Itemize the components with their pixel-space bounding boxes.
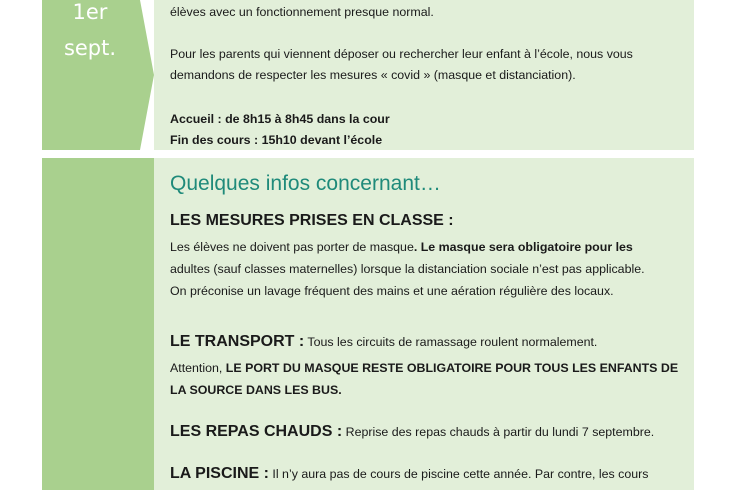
date-day: 1er	[72, 0, 108, 24]
transport-line-1: LE TRANSPORT : Tous les circuits de ramassage roulent normalement.	[170, 333, 598, 350]
repas-line: LES REPAS CHAUDS : Reprise des repas chauds à partir du lundi 7 septembre.	[170, 423, 655, 440]
mesures-line-2: adultes (sauf classes maternelles) lorsque la distanciation sociale n’est pas applicable.	[170, 262, 645, 276]
transport-line-2: Attention, LE PORT DU MASQUE RESTE OBLIGATOIRE POUR TOUS LES ENFANTS DE	[170, 361, 679, 375]
date-bar	[42, 0, 154, 150]
transport-title: LE TRANSPORT :	[170, 333, 305, 350]
mesures-title: LES MESURES PRISES EN CLASSE :	[170, 212, 454, 229]
mesures-line-1: Les élèves ne doivent pas porter de masque. Le masque sera obligatoire pour les	[170, 240, 633, 254]
piscine-line: LA PISCINE : Il n’y aura pas de cours de piscine cette année. Par contre, les cours	[170, 465, 649, 482]
mesures-line-3: On préconise un lavage fréquent des mains et une aération régulière des locaux.	[170, 284, 614, 298]
parents-text-1: Pour les parents qui viennent déposer ou rechercher leur enfant à l’école, nous vous	[170, 47, 633, 61]
repas-title: LES REPAS CHAUDS :	[170, 423, 343, 440]
accueil-hours: Accueil : de 8h15 à 8h45 dans la cour	[170, 112, 390, 126]
parents-text-2: demandons de respecter les mesures « covid » (masque et distanciation).	[170, 68, 576, 82]
transport-line-3: LA SOURCE DANS LES BUS.	[170, 383, 342, 397]
piscine-title: LA PISCINE :	[170, 465, 269, 482]
info-bar	[42, 158, 154, 490]
infos-heading: Quelques infos concernant…	[170, 172, 441, 195]
rentree-text: élèves avec un fonctionnement presque normal.	[170, 5, 434, 19]
fin-cours-hours: Fin des cours : 15h10 devant l’école	[170, 133, 383, 147]
date-month: sept.	[63, 36, 117, 60]
